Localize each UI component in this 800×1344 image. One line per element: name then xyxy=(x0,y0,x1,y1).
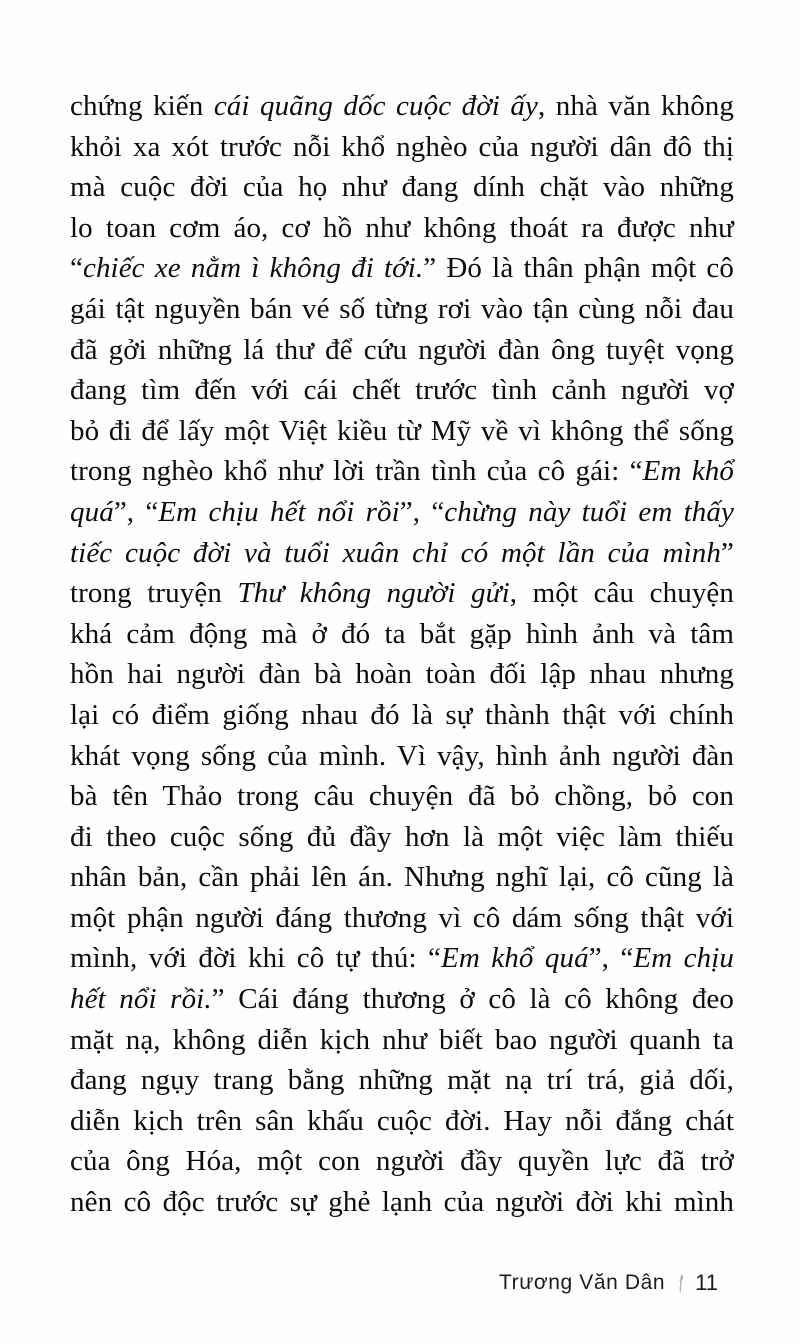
text-segment: đi theo cuộc sống đủ đầy hơn là một việc làm thiếu xyxy=(70,820,734,853)
text-segment: lo toan cơm áo, cơ hồ như không thoát ra được như xyxy=(70,211,734,244)
text-segment: gái tật nguyền bán vé số từng rơi vào tận cùng nỗi đau xyxy=(70,292,734,325)
italic-text-segment: quá xyxy=(70,495,114,528)
text-segment: khát vọng sống của mình. Vì vậy, hình ảnh người đàn xyxy=(70,739,734,772)
text-segment: bỏ đi để lấy một Việt kiều từ Mỹ về vì không thể sống xyxy=(70,414,734,447)
italic-text-segment: Em khổ quá xyxy=(441,942,589,975)
text-segment: “ xyxy=(70,252,83,285)
text-segment: diễn kịch trên sân khấu cuộc đời. Hay nỗi đắng chát xyxy=(70,1104,734,1137)
text-segment: ”, “ xyxy=(399,495,445,528)
text-segment: ”, “ xyxy=(588,942,634,975)
text-segment: của ông Hóa, một con người đầy quyền lực đã trở xyxy=(70,1145,734,1178)
text-line xyxy=(70,1020,734,1061)
text-line xyxy=(70,979,734,1020)
italic-text-segment: chừng này tuổi em thấy xyxy=(444,495,734,528)
text-segment: một phận người đáng thương vì cô dám sống thật với xyxy=(70,901,734,934)
text-line xyxy=(70,1101,734,1142)
text-line xyxy=(70,736,734,777)
text-segment: đã gởi những lá thư để cứu người đàn ông tuyệt vọng xyxy=(70,333,734,366)
text-segment: mặt nạ, không diễn kịch như biết bao người quanh ta xyxy=(70,1023,734,1056)
text-segment: ” Đó là thân phận một cô xyxy=(423,252,734,285)
italic-text-segment: cái quãng dốc cuộc đời ấy xyxy=(213,90,538,122)
italic-text-segment: Thư không người gửi xyxy=(237,577,510,610)
text-segment: đang ngụy trang bằng những mặt nạ trí trá, giả dối, xyxy=(70,1064,734,1097)
text-line xyxy=(70,451,734,492)
text-line xyxy=(70,86,734,127)
text-line xyxy=(70,1060,734,1101)
text-line xyxy=(70,533,734,574)
text-line xyxy=(70,127,734,168)
text-line xyxy=(70,1182,734,1223)
text-line xyxy=(70,1141,734,1182)
text-line xyxy=(70,248,734,289)
text-segment: hồn hai người đàn bà hoàn toàn đối lập nhau nhưng xyxy=(70,658,734,691)
italic-text-segment: Em chịu xyxy=(633,942,735,975)
text-segment: chứng kiến xyxy=(70,90,214,122)
text-segment: , nhà văn không xyxy=(537,90,735,122)
text-segment: ” xyxy=(721,536,734,569)
text-line xyxy=(70,573,734,614)
text-line xyxy=(70,411,734,452)
text-line xyxy=(70,817,734,858)
text-segment: bà tên Thảo trong câu chuyện đã bỏ chồng, bỏ con xyxy=(70,780,734,813)
text-segment: nên cô độc trước sự ghẻ lạnh của người đời khi mình xyxy=(70,1186,734,1219)
fleuron-icon xyxy=(674,1271,686,1295)
text-line xyxy=(70,857,734,898)
text-segment: nhân bản, cần phải lên án. Nhưng nghĩ lại, cô cũng là xyxy=(70,861,734,894)
footer-author: Trương Văn Dân xyxy=(498,1271,666,1294)
text-line xyxy=(70,654,734,695)
text-segment: trong nghèo khổ như lời trần tình của cô gái: “ xyxy=(70,455,643,488)
footer-page-number: 11 xyxy=(695,1270,718,1295)
text-line xyxy=(70,330,734,371)
text-segment: ”, “ xyxy=(113,495,159,528)
text-segment: , một câu chuyện xyxy=(509,577,734,610)
body-text xyxy=(70,86,734,1223)
text-segment: lại có điểm giống nhau đó là sự thành thật với chính xyxy=(70,698,734,731)
text-segment: đang tìm đến với cái chết trước tình cảnh người vợ xyxy=(70,374,734,407)
text-segment: mình, với đời khi cô tự thú: “ xyxy=(70,942,442,975)
text-line xyxy=(70,289,734,330)
text-segment: trong truyện xyxy=(70,577,238,610)
text-segment: ” Cái đáng thương ở cô là cô không đeo xyxy=(211,983,734,1016)
italic-text-segment: hết nổi rồi. xyxy=(70,983,212,1016)
text-line xyxy=(70,614,734,655)
text-line xyxy=(70,492,734,533)
text-segment: khỏi xa xót trước nỗi khổ nghèo của người dân đô thị xyxy=(70,130,734,163)
text-line xyxy=(70,898,734,939)
text-line xyxy=(70,208,734,249)
text-line xyxy=(70,938,734,979)
text-segment: mà cuộc đời của họ như đang dính chặt vào những xyxy=(70,171,734,204)
italic-text-segment: Em chịu hết nổi rồi xyxy=(158,495,400,528)
text-line xyxy=(70,776,734,817)
page-footer xyxy=(499,1270,718,1296)
text-line xyxy=(70,370,734,411)
text-segment: khá cảm động mà ở đó ta bắt gặp hình ảnh và tâm xyxy=(70,617,734,650)
text-line xyxy=(70,167,734,208)
italic-text-segment: tiếc cuộc đời và tuổi xuân chỉ có một lần của mình xyxy=(70,536,722,569)
text-line xyxy=(70,695,734,736)
italic-text-segment: chiếc xe nằm ì không đi tới. xyxy=(82,252,424,285)
italic-text-segment: Em khổ xyxy=(642,455,734,488)
